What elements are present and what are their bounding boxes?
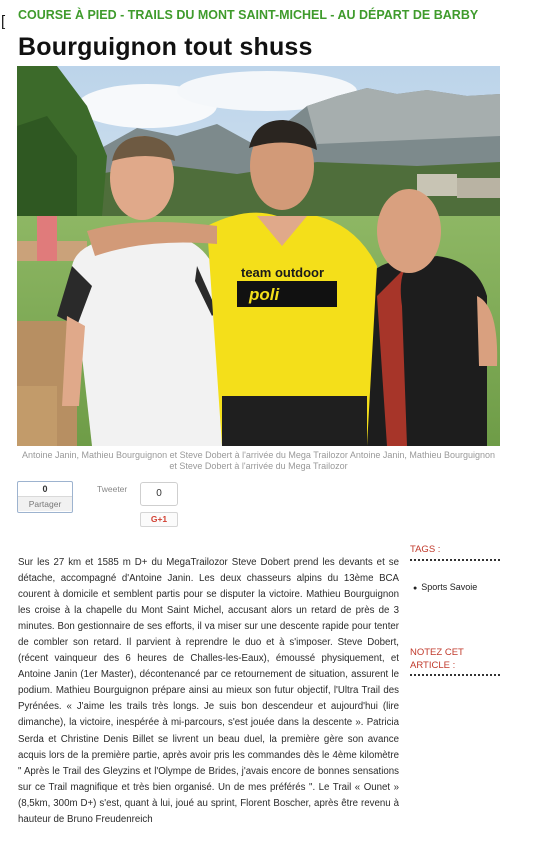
article-body: Sur les 27 km et 1585 m D+ du MegaTrailozor Steve Dobert prend les devants et se détache, accompagné d'Antoine Janin. Les deux chasseurs alpins du 13ème BCA courent à domicile et semblent partis pour se disputer la victoire. Mathieu Bourguignon les croise à la chapelle du Mont Saint Michel, accusant alors un retard de près de 3 minutes. Bon gestionnaire de ses efforts, il va miser sur une descente rapide pour tenter de combler son retard. Il parvient à reprendre le duo et à s'imposer. Steve Dobert, (récent vainqueur des 6 heures de Challes-les-Eaux), émoussé physiquement, et Antoine Janin (1er Master), décontenancé par ce retournement de situation, assurent le podium. Mathieu Bourguignon prépare ainsi au mieux son futur objectif, l'Ultra Trail des Pyrénées. « J'aime les trails très longs. Je suis bon descendeur et aujourd'hui (lire dimanche), la victoire, inespérée à mi-parcours, s'est jouée dans la descente ». Patricia Serda et Christine Denis Billet se livrent un beau duel, la première gère son avance acquis lors de la première partie, après avoir pris les commandes dès le 4ème kilomètre " Après le Trail des Gleyzins et l'Olympe de Brides, j'avais encore de bonnes sensations sur ce Trail magnifique et très bien organisé. Un de mes préférés ". Le Trail « Ounet » (8,5km, 300m D+) s'est, quant à lui, joué au sprint, Florent Boscher, après être revenu à hauteur de Bruno Freudenreich: [18, 557, 399, 825]
edge-glyph: [: [1, 13, 6, 30]
article-title: Bourguignon tout shuss: [18, 33, 313, 61]
jersey-text-1: team outdoor: [241, 265, 325, 280]
facebook-share-button[interactable]: [17, 481, 73, 513]
tweet-count: 0: [140, 482, 178, 506]
photo-caption: Antoine Janin, Mathieu Bourguignon et Steve Dobert à l'arrivée du Mega Trailozor Antoine Janin, Mathieu Bourguignon et Steve Dobert à l'arrivée du Mega Trailozor: [21, 450, 495, 471]
article-photo: [17, 66, 500, 446]
rate-divider: [410, 674, 500, 676]
tweet-button[interactable]: Tweeter: [97, 484, 128, 494]
tag-label: Sports Savoie: [421, 582, 478, 592]
tag-item[interactable]: [413, 582, 477, 592]
google-plus-button[interactable]: G+1: [140, 512, 178, 527]
tags-title: TAGS :: [410, 544, 441, 555]
jersey-text-2: poli: [249, 285, 280, 304]
share-count: 0: [42, 484, 48, 494]
tags-divider: [410, 559, 500, 561]
article-kicker: COURSE À PIED - TRAILS DU MONT SAINT-MICHEL - AU DÉPART DE BARBY: [18, 8, 479, 22]
share-label: Partager: [18, 496, 72, 511]
rate-article-title: NOTEZ CET ARTICLE :: [410, 647, 464, 671]
bullet-icon: ●: [413, 585, 418, 592]
